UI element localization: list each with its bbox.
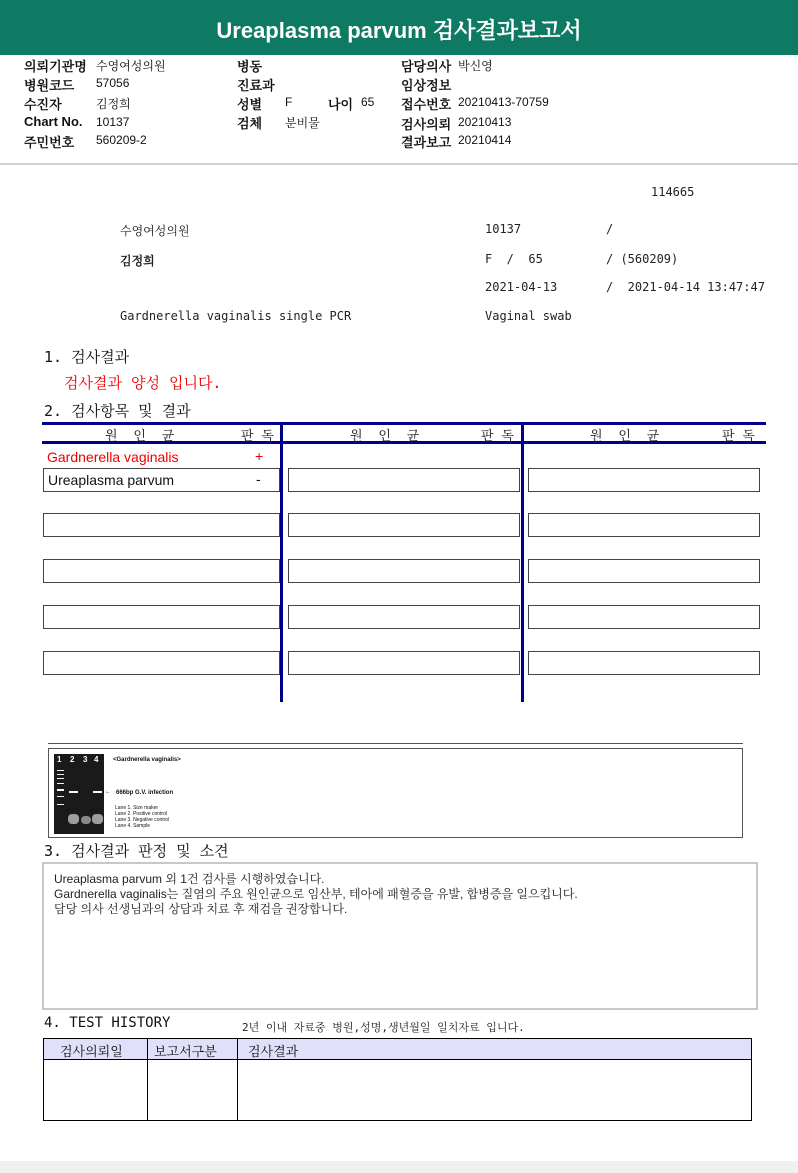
report-date-value: 20210414	[458, 133, 512, 147]
summary-hospital: 수영여성의원	[120, 224, 190, 238]
sex-value: F	[285, 95, 293, 109]
history-col-divider	[147, 1039, 148, 1120]
band-label: 666bp G.V. infection	[116, 790, 174, 796]
code-label: 병원코드	[24, 78, 75, 93]
gel-legend-item: Lane 2. Positive control	[115, 811, 167, 817]
primer-dimer	[92, 814, 103, 824]
request-value: 20210413	[458, 115, 512, 129]
header-info	[0, 0, 798, 165]
page-footer-band	[0, 1161, 798, 1173]
history-table	[43, 1038, 752, 1121]
history-header-row	[43, 1038, 752, 1060]
age-value: 65	[361, 95, 375, 109]
gel-legend	[115, 805, 169, 829]
result-cell-empty	[528, 468, 760, 492]
result-cell-empty	[528, 513, 760, 537]
gel-legend-item: Lane 1. Size maker	[115, 805, 159, 811]
pathogen-result: -	[256, 471, 261, 487]
clinical-label: 임상정보	[401, 78, 452, 93]
gel-legend-item: Lane 3. Negative control	[115, 817, 170, 823]
sex-label: 성별	[237, 97, 263, 112]
patient-label: 수진자	[24, 97, 62, 112]
opinion-box	[42, 862, 758, 1010]
col2-pathogen-header: 원 인 균	[350, 429, 420, 444]
report-number: 114665	[651, 185, 695, 199]
result-cell-empty	[288, 559, 520, 583]
ladder-band	[57, 789, 64, 791]
sample-band	[93, 791, 102, 793]
lane-number: 4	[94, 755, 99, 764]
pathogen-result: +	[255, 448, 264, 464]
col1-judgement-header: 판 독	[241, 429, 274, 444]
result-cell-empty	[288, 513, 520, 537]
lane-number: 1	[57, 755, 62, 764]
header-divider	[0, 163, 798, 165]
history-note: 2년 이내 자료중 병원,성명,생년월일 일치자료 입니다.	[242, 1021, 525, 1034]
specimen-label: 검체	[237, 116, 263, 131]
pathogen-name: Gardnerella vaginalis	[47, 449, 179, 465]
specimen-value: 분비물	[285, 116, 320, 130]
primer-dimer	[81, 816, 91, 824]
ladder-band	[57, 796, 64, 797]
summary-patient: 김정희	[120, 254, 155, 268]
result-row-ureaplasma	[43, 468, 280, 492]
section1-result: 검사결과 양성 입니다.	[64, 374, 222, 392]
gel-image	[54, 754, 104, 834]
result-cell-empty	[528, 559, 760, 583]
summary-chart: 10137	[485, 222, 522, 236]
ladder-band	[57, 770, 64, 771]
ladder-band	[57, 804, 64, 805]
positive-control-band	[69, 791, 78, 793]
result-cell-empty	[288, 651, 520, 675]
summary-specimen: Vaginal swab	[485, 309, 572, 323]
lane-number: 2	[70, 755, 75, 764]
band-arrow-icon: ←	[105, 789, 111, 795]
receipt-label: 접수번호	[401, 97, 452, 112]
dept-label: 진료과	[237, 78, 275, 93]
gel-figure	[48, 748, 743, 838]
history-col-request-date: 검사의뢰일	[60, 1045, 123, 1060]
receipt-value: 20210413-70759	[458, 95, 549, 109]
gel-legend-item: Lane 4. Sample	[115, 823, 151, 829]
col3-pathogen-header: 원 인 균	[590, 429, 660, 444]
col3-judgement-header: 판 독	[722, 429, 755, 444]
age-label: 나이	[328, 97, 354, 112]
opinion-line: 담당 의사 선생님과의 상담과 치료 후 재검을 권장합니다.	[54, 902, 348, 916]
result-cell-empty	[288, 468, 520, 492]
result-cell-empty	[528, 605, 760, 629]
doctor-label: 담당의사	[401, 59, 452, 74]
section4-heading: 4. TEST HISTORY	[44, 1015, 171, 1031]
doctor-value: 박신영	[458, 59, 493, 73]
ladder-band	[57, 774, 64, 775]
summary-birth: / (560209)	[606, 252, 679, 266]
section3-heading: 3. 검사결과 판정 및 소견	[44, 842, 229, 860]
summary-slash: /	[606, 222, 614, 236]
col1-pathogen-header: 원 인 균	[105, 429, 175, 444]
ward-label: 병동	[237, 59, 263, 74]
history-col-divider	[237, 1039, 238, 1120]
history-col-result: 검사결과	[248, 1045, 299, 1060]
col2-judgement-header: 판 독	[481, 429, 514, 444]
opinion-line: Ureaplasma parvum 외 1건 검사를 시행하였습니다.	[54, 872, 325, 886]
result-cell-empty	[528, 651, 760, 675]
gel-top-rule	[48, 743, 743, 744]
result-cell-empty	[43, 513, 280, 537]
report-title: Ureaplasma parvum 검사결과보고서	[216, 18, 582, 43]
summary-request-date: 2021-04-13	[485, 280, 558, 294]
pathogen-name: Ureaplasma parvum	[48, 472, 175, 488]
gel-title: <Gardnerella vaginalis>	[113, 757, 181, 763]
ladder-band	[57, 778, 64, 779]
code-value: 57056	[96, 76, 130, 90]
id-label: 주민번호	[24, 135, 75, 150]
primer-dimer	[68, 814, 79, 824]
column-divider-1	[280, 422, 283, 702]
summary-report-datetime: / 2021-04-14 13:47:47	[606, 280, 765, 294]
section2-heading: 2. 검사항목 및 결과	[44, 402, 191, 420]
report-date-label: 결과보고	[401, 135, 452, 150]
lane-number: 3	[83, 755, 88, 764]
section1-heading: 1. 검사결과	[44, 348, 130, 366]
result-cell-empty	[43, 605, 280, 629]
patient-value: 김정희	[96, 97, 131, 111]
column-divider-2	[521, 422, 524, 702]
chart-label: Chart No.	[24, 114, 83, 129]
hospital-value: 수영여성의원	[96, 59, 166, 73]
result-cell-empty	[288, 605, 520, 629]
summary-test-name: Gardnerella vaginalis single PCR	[120, 309, 352, 323]
result-row-gardnerella	[43, 447, 278, 467]
opinion-line: Gardnerella vaginalis는 질염의 주요 원인균으로 임산부, 테아에 패혈증을 유발, 합병증을 일으킵니다.	[54, 887, 578, 901]
hospital-label: 의뢰기관명	[24, 59, 87, 74]
history-col-report-type: 보고서구분	[154, 1045, 217, 1060]
ladder-band	[57, 783, 64, 784]
chart-value: 10137	[96, 115, 130, 129]
result-cell-empty	[43, 559, 280, 583]
result-cell-empty	[43, 651, 280, 675]
opinion-text	[54, 872, 578, 917]
summary-sex-age: F / 65	[485, 252, 543, 266]
id-value: 560209-2	[96, 133, 147, 147]
request-label: 검사의뢰	[401, 117, 452, 132]
